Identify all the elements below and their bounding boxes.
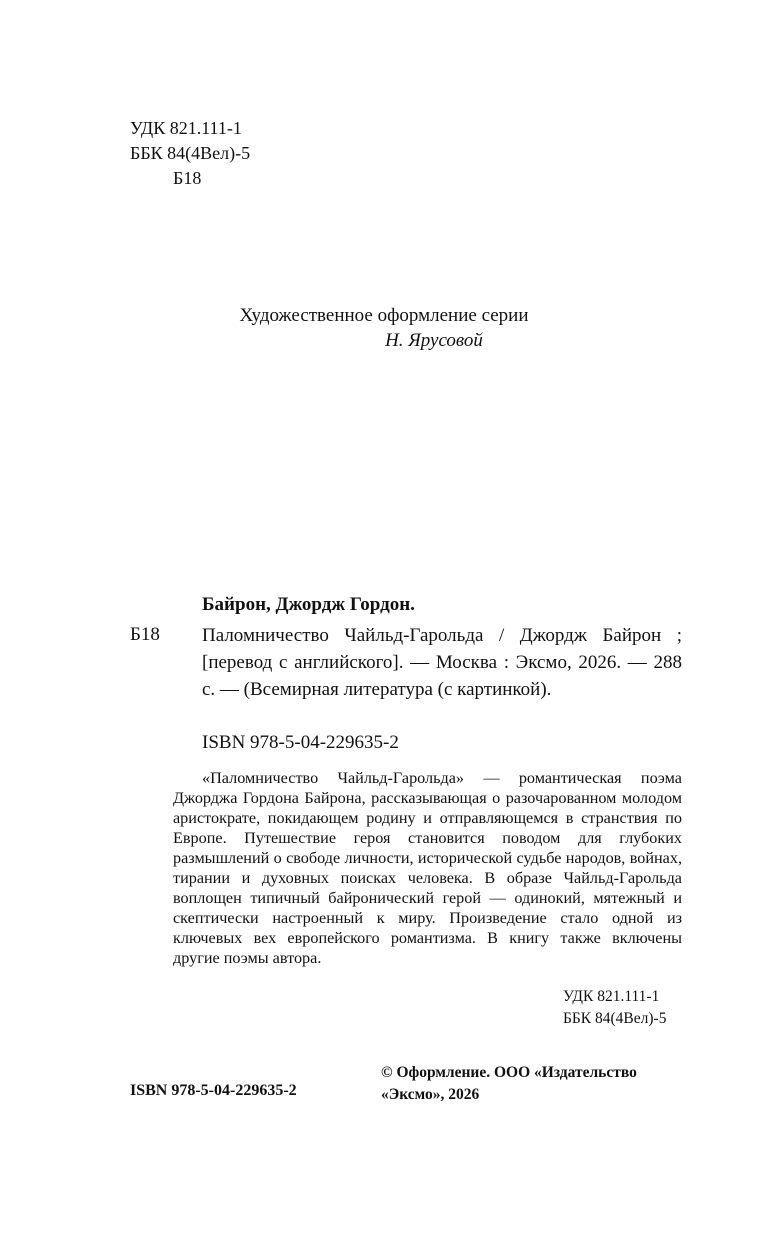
bibliographic-description: Паломничество Чайльд-Гарольда / Джордж Байрон ; [перевод с английского]. — Москва : Эксмо, 2026. — 288 с. — (Всемирная литература (с картинкой). — [202, 625, 682, 700]
annotation — [173, 768, 682, 968]
annotation-text: «Паломничество Чайльд-Гарольда» — романтическая поэма Джорджа Гордона Байрона, рассказывающая о разочарованном молодом аристократе, покидающем родину и отправляющемся в странствия по Европе. Путешествие героя становится поводом для глубоких размышлений о свободе личности, исторической судьбе народов, войнах, тирании и духовных поисках человека. В образе Чайльд-Гарольда воплощен типичный байронический герой — одинокий, мятежный и скептически настроенный к миру. Произведение стало одной из ключевых вех европейского романтизма. В книгу также включены другие поэмы автора. — [173, 769, 682, 967]
copyright-notice: © Оформление. ООО «Издательство «Эксмо», 2026 — [381, 1064, 637, 1103]
classification-block-bottom — [563, 986, 666, 1030]
udk-index-bottom: УДК 821.111-1 — [563, 988, 660, 1005]
designer-name: Н. Ярусовой — [385, 330, 483, 351]
udk-index: УДК 821.111-1 — [130, 118, 242, 138]
isbn-bottom: ISBN 978-5-04-229635-2 — [130, 1082, 297, 1099]
classification-block-top — [130, 116, 250, 191]
bbk-index-bottom: ББК 84(4Вел)-5 — [563, 1010, 667, 1027]
design-credit — [0, 303, 768, 353]
design-credit-text: Художественное оформление серии — [239, 305, 529, 326]
author-sign: Б18 — [173, 168, 202, 188]
isbn-record: ISBN 978-5-04-229635-2 — [202, 732, 399, 753]
author-heading: Байрон, Джордж Гордон. — [202, 594, 415, 615]
bbk-index: ББК 84(4Вел)-5 — [130, 143, 251, 163]
bibliographic-author-sign: Б18 — [130, 624, 160, 645]
